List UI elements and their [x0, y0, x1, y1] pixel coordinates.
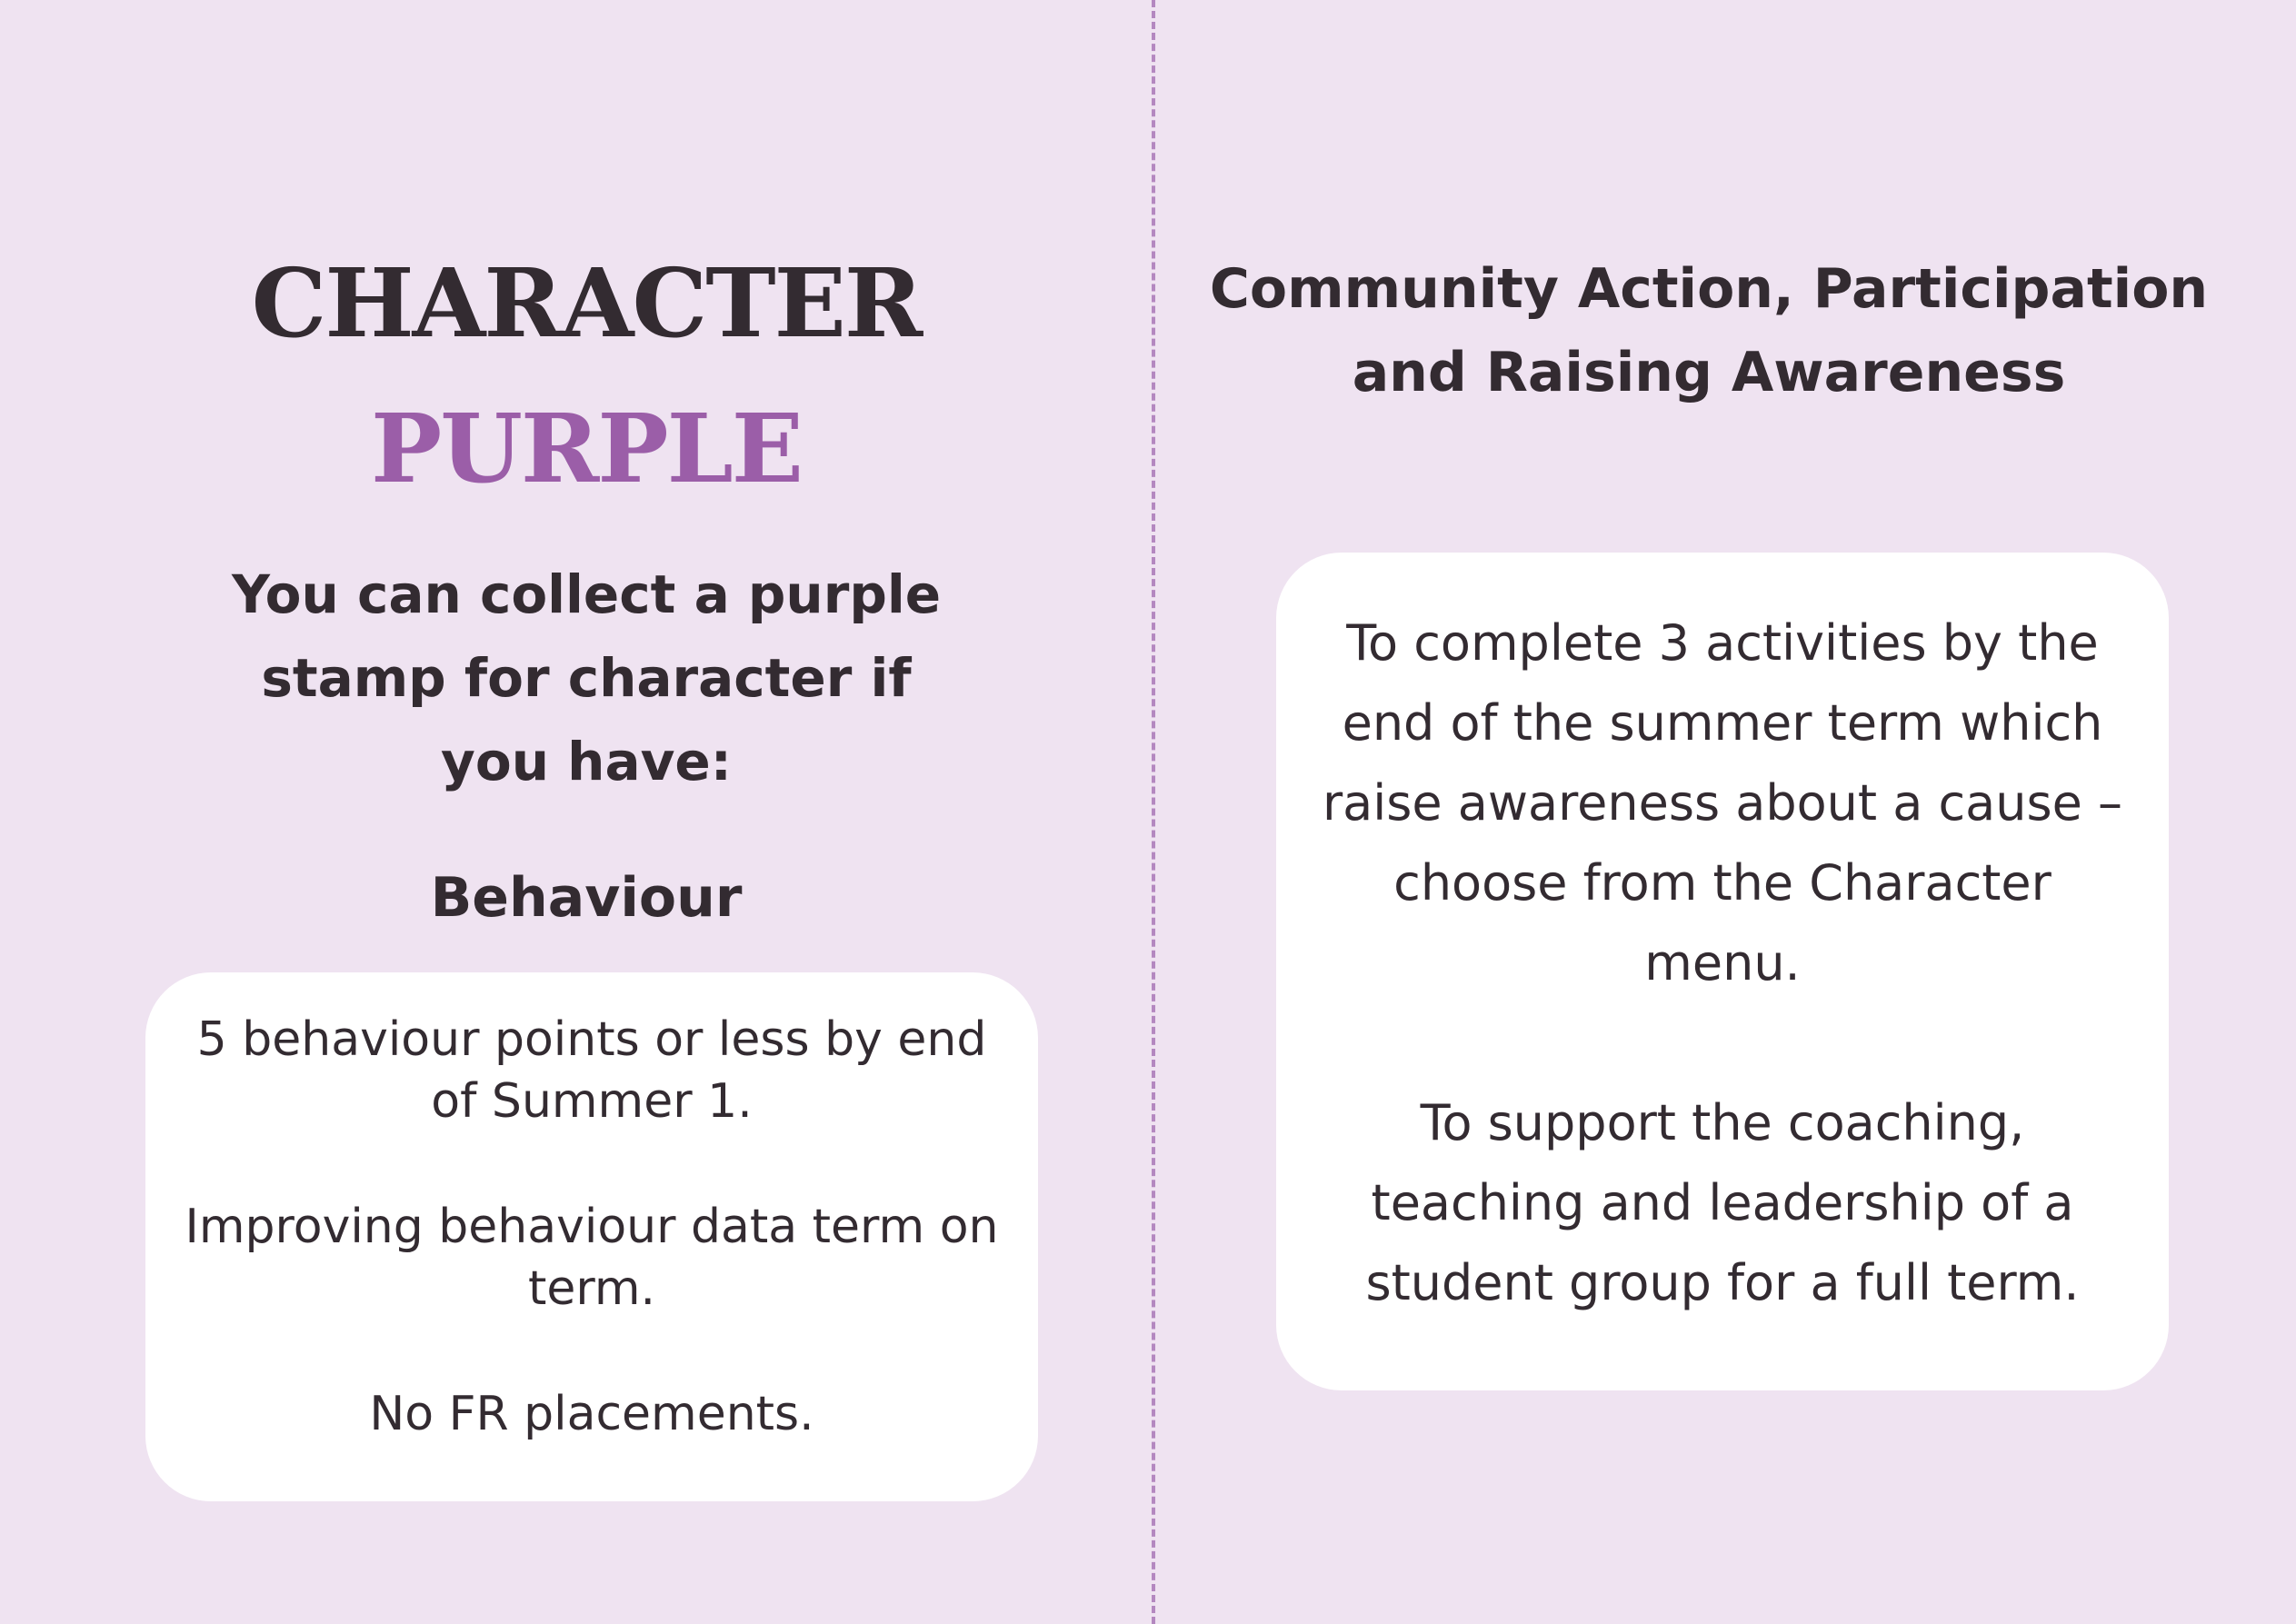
- behaviour-criterion: Improving behaviour data term on term.: [185, 1200, 999, 1316]
- community-criterion: To complete 3 activities by the end of the summer term which raise awareness about a cause – choose from the Character menu.: [1322, 614, 2123, 991]
- community-action-card: [1276, 553, 2169, 1390]
- dashed-divider: [1152, 0, 1155, 1624]
- left-column: [109, 0, 1063, 1624]
- behaviour-card: [145, 972, 1038, 1501]
- community-criterion: To support the coaching, teaching and leadership of a student group for a full term.: [1365, 1094, 2080, 1311]
- behaviour-criterion: 5 behaviour points or less by end of Summer 1.: [196, 1012, 987, 1129]
- community-action-heading: Community Action, Participation and Raising Awareness: [1209, 257, 2209, 404]
- right-column: [1173, 0, 2263, 1624]
- title-character: CHARACTER: [251, 247, 922, 359]
- behaviour-criterion: No FR placements.: [369, 1387, 814, 1441]
- intro-text: You can collect a purple stamp for character if you have:: [231, 563, 942, 792]
- behaviour-heading: Behaviour: [430, 866, 743, 930]
- title-purple: PURPLE: [371, 393, 802, 504]
